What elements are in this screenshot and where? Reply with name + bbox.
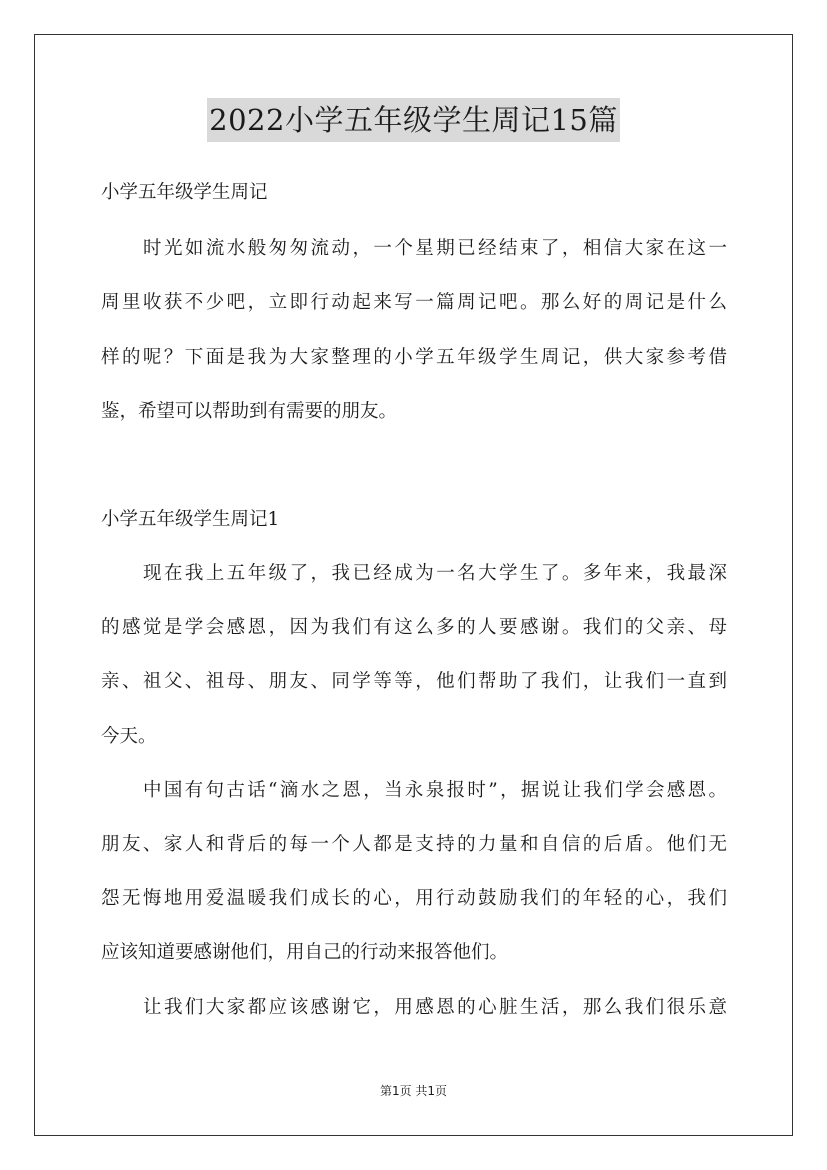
body-line: 的感觉是学会感恩，因为我们有这么多的人要感谢。我们的父亲、母 (101, 617, 727, 638)
body-line: 让我们大家都应该感谢它，用感恩的心脏生活，那么我们很乐意 (143, 997, 727, 1018)
section-heading: 小学五年级学生周记 (101, 182, 268, 203)
body-line: 今天。 (101, 726, 157, 747)
body-line: 现在我上五年级了，我已经成为一名大学生了。多年来，我最深 (143, 563, 727, 584)
section-heading: 小学五年级学生周记1 (101, 509, 280, 530)
intro-line: 周里收获不少吧，立即行动起来写一篇周记吧。那么好的周记是什么 (101, 292, 727, 313)
document-title: 2022小学五年级学生周记15篇 (207, 98, 620, 142)
intro-line: 鉴，希望可以帮助到有需要的朋友。 (101, 401, 398, 422)
body-line: 亲、祖父、祖母、朋友、同学等等，他们帮助了我们，让我们一直到 (101, 671, 727, 692)
body-line: 怨无悔地用爱温暖我们成长的心，用行动鼓励我们的年轻的心，我们 (101, 888, 727, 909)
page-number: 第1页 共1页 (379, 1084, 448, 1098)
intro-line: 时光如流水般匆匆流动，一个星期已经结束了，相信大家在这一 (143, 238, 727, 259)
body-line: 中国有句古话“滴水之恩，当永泉报时”，据说让我们学会感恩。 (143, 780, 727, 801)
title-container (0, 98, 827, 142)
body-line: 应该知道要感谢他们，用自己的行动来报答他们。 (101, 942, 509, 963)
intro-line: 样的呢？下面是我为大家整理的小学五年级学生周记，供大家参考借 (101, 347, 727, 368)
body-line: 朋友、家人和背后的每一个人都是支持的力量和自信的后盾。他们无 (101, 834, 727, 855)
